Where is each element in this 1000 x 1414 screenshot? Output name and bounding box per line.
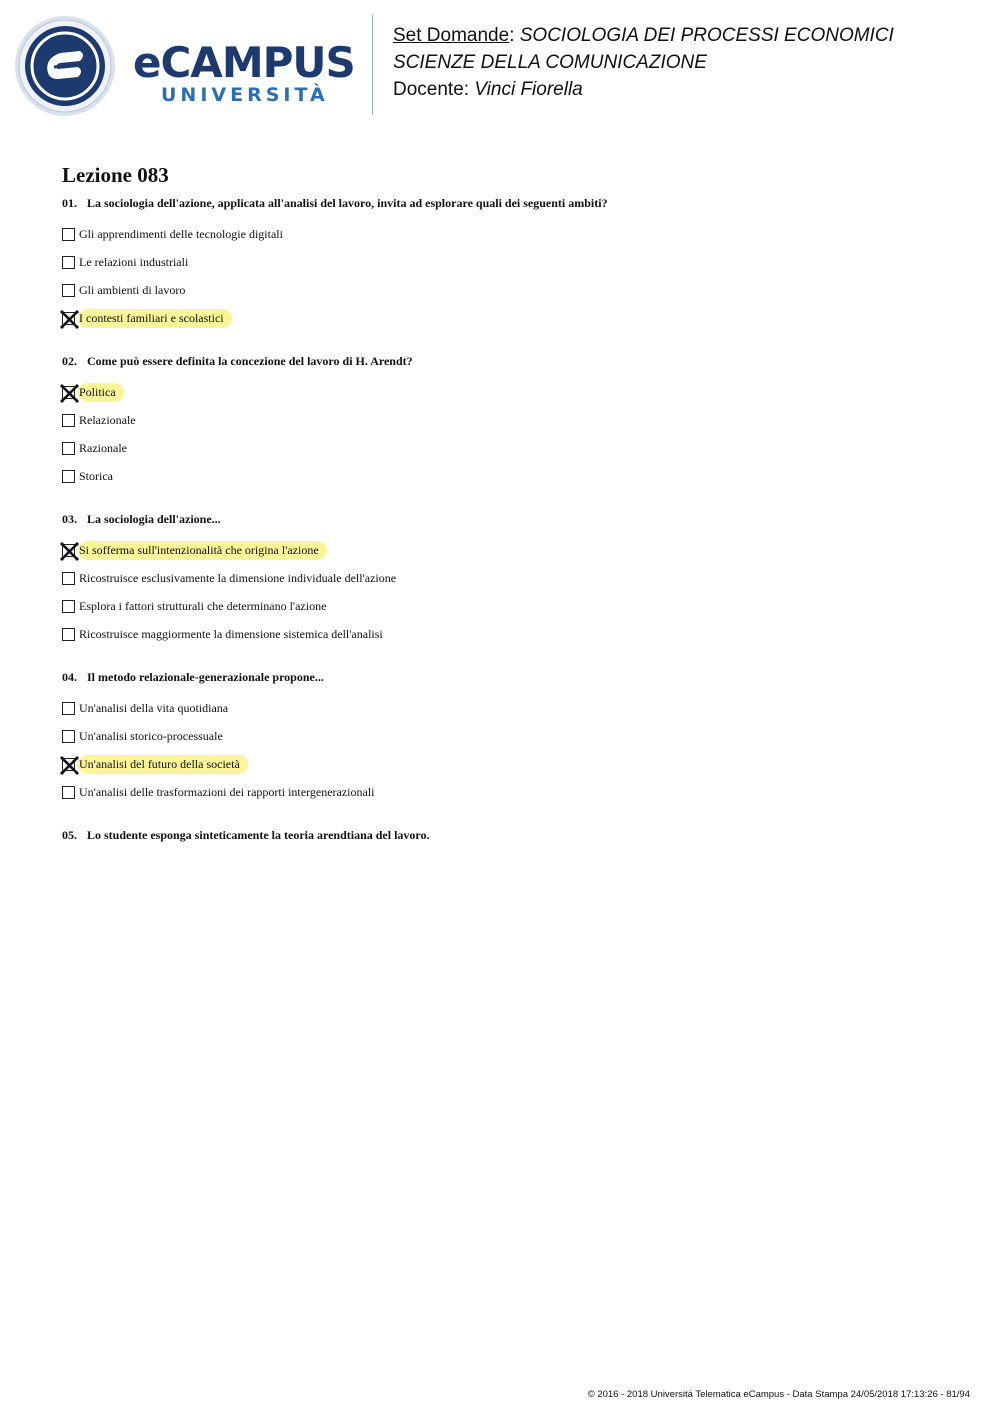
question-title xyxy=(62,828,942,843)
checkbox-icon[interactable] xyxy=(62,702,75,715)
checkbox-icon[interactable] xyxy=(62,600,75,613)
teacher-name: Vinci Fiorella xyxy=(474,79,583,100)
answer-option[interactable] xyxy=(62,378,942,406)
question-text: La sociologia dell'azione, applicata all'analisi del lavoro, invita ad esplorare quali dei seguenti ambiti? xyxy=(87,196,608,210)
question-number: 02. xyxy=(62,354,77,368)
answer-option[interactable] xyxy=(62,592,942,620)
checkbox-icon[interactable] xyxy=(62,284,75,297)
option-label: Gli ambienti di lavoro xyxy=(79,282,186,297)
question-list xyxy=(62,196,942,843)
option-label: Storica xyxy=(79,468,113,483)
question-number: 04. xyxy=(62,670,77,684)
teacher-label: Docente: xyxy=(393,79,470,100)
brand-name: eCAMPUS xyxy=(133,38,355,87)
course-info xyxy=(393,22,894,103)
question-number: 03. xyxy=(62,512,77,526)
question-number: 05. xyxy=(62,828,77,842)
question-text: Come può essere definita la concezione del lavoro di H. Arendt? xyxy=(87,354,413,368)
answer-option[interactable] xyxy=(62,722,942,750)
checked-box-icon[interactable] xyxy=(62,312,75,325)
option-label: Un'analisi della vita quotidiana xyxy=(79,700,229,715)
checked-box-icon[interactable] xyxy=(62,758,75,771)
answer-option[interactable] xyxy=(62,276,942,304)
header-divider xyxy=(372,14,373,115)
answer-option[interactable] xyxy=(62,620,942,648)
answer-option[interactable] xyxy=(62,694,942,722)
checked-box-icon[interactable] xyxy=(62,544,75,557)
checkbox-icon[interactable] xyxy=(62,786,75,799)
answer-option[interactable] xyxy=(62,248,942,276)
lesson-title: Lezione 083 xyxy=(62,163,169,187)
question-text: Il metodo relazionale-generazionale propone... xyxy=(87,670,324,684)
answer-option[interactable] xyxy=(62,220,942,248)
checkbox-icon[interactable] xyxy=(62,256,75,269)
checkbox-icon[interactable] xyxy=(62,572,75,585)
answer-option[interactable] xyxy=(62,536,942,564)
page-header xyxy=(0,0,1000,130)
question-block xyxy=(62,512,942,648)
option-label: Razionale xyxy=(79,440,127,455)
checkbox-icon[interactable] xyxy=(62,730,75,743)
option-label: Gli apprendimenti delle tecnologie digitali xyxy=(79,226,283,241)
checked-box-icon[interactable] xyxy=(62,386,75,399)
question-block xyxy=(62,196,942,332)
question-number: 01. xyxy=(62,196,77,210)
teacher-line xyxy=(393,76,894,103)
question-text: Lo studente esponga sinteticamente la teoria arendtiana del lavoro. xyxy=(87,828,430,842)
set-label: Set Domande xyxy=(393,25,510,46)
option-label: Esplora i fattori strutturali che determinano l'azione xyxy=(79,598,327,613)
checkbox-icon[interactable] xyxy=(62,628,75,641)
question-block xyxy=(62,670,942,806)
option-label: Le relazioni industriali xyxy=(79,254,189,269)
option-label: Si sofferma sull'intenzionalità che origina l'azione xyxy=(78,541,327,560)
option-label: Ricostruisce esclusivamente la dimensione individuale dell'azione xyxy=(79,570,397,585)
quiz-content xyxy=(62,163,942,865)
question-text: La sociologia dell'azione... xyxy=(87,512,221,526)
brand-wordmark xyxy=(133,40,355,106)
question-title xyxy=(62,512,942,527)
checkbox-icon[interactable] xyxy=(62,414,75,427)
question-block xyxy=(62,354,942,490)
answer-option[interactable] xyxy=(62,564,942,592)
answer-option[interactable] xyxy=(62,434,942,462)
course-title-line: Set Domande: SOCIOLOGIA DEI PROCESSI ECONOMICI xyxy=(393,25,894,46)
option-label: Un'analisi storico-processuale xyxy=(79,728,223,743)
question-block xyxy=(62,828,942,843)
ecampus-logo-icon xyxy=(14,15,116,117)
checkbox-icon[interactable] xyxy=(62,470,75,483)
checkbox-icon[interactable] xyxy=(62,442,75,455)
brand-subtitle: UNIVERSITÀ xyxy=(161,84,329,106)
option-label: Un'analisi delle trasformazioni dei rapporti intergenerazionali xyxy=(79,784,375,799)
option-label: Ricostruisce maggiormente la dimensione sistemica dell'analisi xyxy=(79,626,383,641)
answer-option[interactable] xyxy=(62,750,942,778)
page-footer: © 2016 - 2018 Università Telematica eCampus - Data Stampa 24/05/2018 17:13:26 - 81/94 xyxy=(587,1389,970,1400)
answer-option[interactable] xyxy=(62,778,942,806)
question-title xyxy=(62,670,942,685)
question-title xyxy=(62,196,942,211)
answer-option[interactable] xyxy=(62,304,942,332)
answer-option[interactable] xyxy=(62,406,942,434)
course-name: SOCIOLOGIA DEI PROCESSI ECONOMICI xyxy=(519,25,894,46)
course-degree: SCIENZE DELLA COMUNICAZIONE xyxy=(393,52,707,73)
option-label: Politica xyxy=(78,383,124,402)
option-label: Un'analisi del futuro della società xyxy=(78,755,248,774)
option-label: I contesti familiari e scolastici xyxy=(78,309,232,328)
question-title xyxy=(62,354,942,369)
checkbox-icon[interactable] xyxy=(62,228,75,241)
option-label: Relazionale xyxy=(79,412,136,427)
answer-option[interactable] xyxy=(62,462,942,490)
